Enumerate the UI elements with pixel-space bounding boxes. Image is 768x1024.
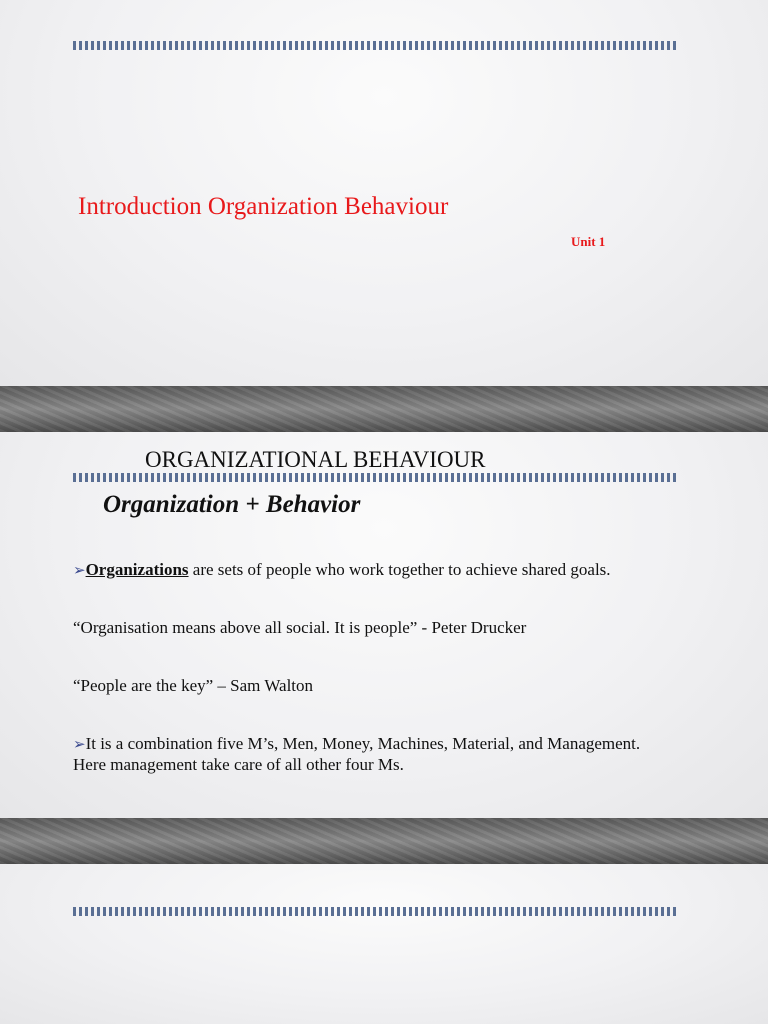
slide-3 <box>0 864 768 1024</box>
paragraph-organizations <box>73 560 611 581</box>
decorative-dash-bar <box>73 907 677 916</box>
slide-title: Introduction Organization Behaviour <box>78 193 449 220</box>
arrow-bullet-icon: ➢ <box>73 737 86 753</box>
unit-label: Unit 1 <box>571 234 606 249</box>
five-ms-line-1: It is a combination five M’s, Men, Money, Machines, Material, and Management. <box>85 734 641 753</box>
decorative-dash-bar <box>73 473 677 482</box>
term-organizations: Organizations <box>85 560 189 579</box>
paragraph-five-ms <box>73 734 640 775</box>
slide-1 <box>0 0 768 386</box>
five-ms-line-2: Here management take care of all other four Ms. <box>73 755 404 774</box>
quote-walton: “People are the key” – Sam Walton <box>73 676 314 695</box>
slide-subtitle: Organization + Behavior <box>103 491 361 518</box>
slide-2 <box>0 432 768 818</box>
slide-title: ORGANIZATIONAL BEHAVIOUR <box>145 447 486 472</box>
quote-drucker: “Organisation means above all social. It is people” - Peter Drucker <box>73 618 527 637</box>
slide-separator <box>0 818 768 864</box>
decorative-dash-bar <box>73 41 677 50</box>
arrow-bullet-icon: ➢ <box>73 563 86 579</box>
slide-separator <box>0 386 768 432</box>
definition-text: are sets of people who work together to achieve shared goals. <box>188 560 611 579</box>
